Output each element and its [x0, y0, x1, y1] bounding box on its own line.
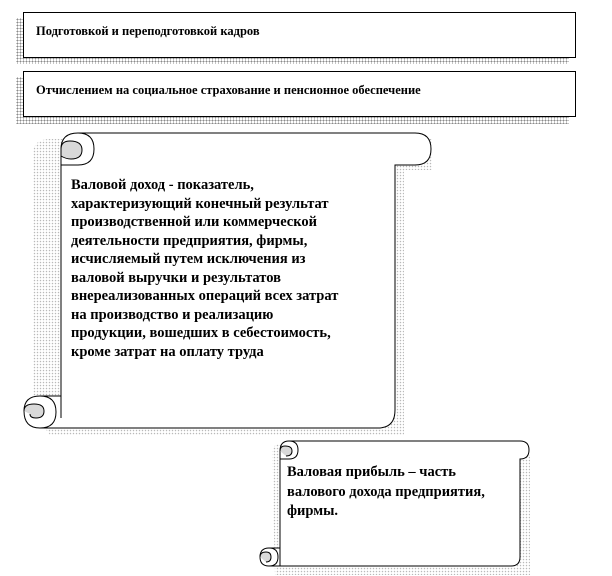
gross-profit-definition: [287, 463, 485, 522]
training-box-text: Подготовкой и переподготовкой кадров: [36, 24, 260, 38]
gross-income-text-3: деятельности предприятия, фирмы,: [71, 232, 308, 249]
gross-income-text-1: характеризующий конечный результат: [71, 195, 329, 212]
gross-income-definition: [71, 176, 338, 361]
gross-income-term: Валовой доход: [71, 177, 166, 193]
gross-income-text-8: продукции, вошедших в себестоимость,: [71, 325, 331, 341]
gross-income-text-6: внереализованных операций всех затрат: [71, 288, 339, 304]
gross-income-line-0: [71, 176, 338, 195]
gross-income-text-2: производственной или коммерческой: [71, 214, 318, 230]
gross-income-text-5: валовой выручки и результатов: [71, 269, 281, 286]
insurance-box-text: Отчислением на социальное страхование и пенсионное обеспечение: [36, 83, 421, 97]
gross-income-text-9: кроме затрат на оплату труда: [71, 343, 264, 360]
gross-income-text-4: исчисляемый путем исключения из: [71, 251, 306, 267]
gross-profit-term: Валовая прибыль: [287, 464, 405, 480]
gross-profit-text-2: фирмы.: [287, 503, 339, 519]
gross-income-text-0: - показатель,: [165, 177, 254, 193]
gross-income-text-7: на производство и реализацию: [71, 306, 274, 323]
gross-profit-line-0: [287, 463, 485, 483]
gross-profit-text-1: валового дохода предприятия,: [287, 483, 485, 500]
gross-profit-text-0: – часть: [404, 464, 456, 480]
